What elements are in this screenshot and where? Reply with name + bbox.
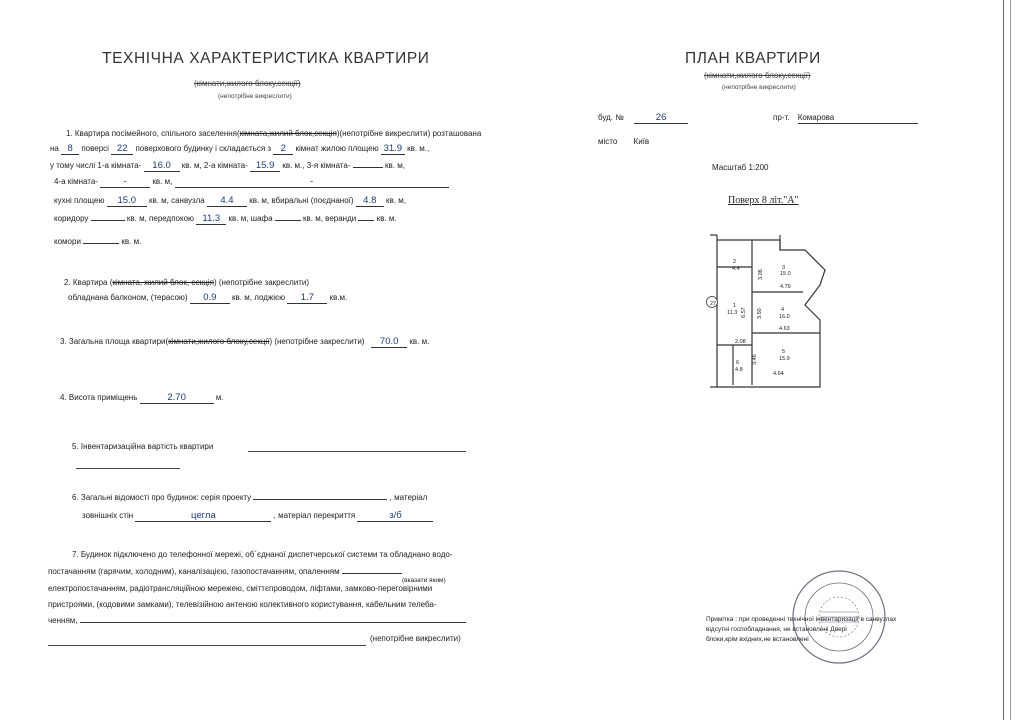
heating-blank: [342, 573, 402, 574]
p7-line2: [48, 567, 402, 577]
p2-l1-strike: кімната, жилий блок, секція: [112, 278, 214, 287]
right-subtitle: (кімнати,жилого блоку,секції): [704, 71, 811, 80]
note-line-2: відсутні госпобладнання, не встановлені Двері: [706, 626, 847, 633]
p1-line1: [66, 129, 481, 139]
p7-note: (вказати яким): [402, 577, 446, 584]
plan-dim-3: 6.57: [741, 307, 747, 318]
plan-dim-8: 4.64: [773, 371, 784, 377]
p1-line1-strike: кімната,жилий блок,секція: [239, 129, 337, 138]
plan-room4: 4: [781, 307, 785, 313]
street-label: пр-т.: [773, 113, 790, 122]
p1-l5-d: кв. м,: [386, 196, 406, 205]
p1-l4-dash: -: [309, 176, 314, 187]
p7-line4: пристроями, (кодовими замками), телевізійною антеною колективного користування, кабельним телеба-: [48, 600, 437, 609]
bud-row: [598, 113, 688, 124]
p3-b: ) (непотрібне закреслити): [269, 337, 365, 346]
note-line-3: блоки,крім вхідних,не встановлені: [706, 636, 809, 643]
p1-l5-b: кв. м, санвузла: [148, 196, 205, 205]
p1-l7-b: кв. м.: [121, 237, 142, 246]
p1-l2-d: кімнат жилою площею: [295, 144, 379, 153]
plan-room6-area: 4.8: [735, 367, 743, 373]
room3-blank: [353, 167, 383, 168]
p5-line: [72, 442, 213, 452]
p5-value-line: [248, 451, 466, 452]
storage-blank: [83, 243, 119, 244]
left-subtitle: (кімнати,жилого блоку,секції): [194, 79, 301, 88]
p2-l2-a: обладнана балконом, (терасою): [68, 293, 188, 302]
plan-dim-4: 3.50: [757, 308, 763, 319]
city-row: [598, 137, 649, 147]
note-line-1: Примітка : при проведенні технічної інвентаризації в санвузлах: [706, 616, 897, 623]
p1-l4-line: [175, 177, 449, 188]
p3-line: [60, 337, 429, 348]
p4-a: 4. Висота приміщень: [60, 393, 138, 402]
p1-l3-b: кв. м, 2-а кімната-: [181, 161, 248, 170]
p1-l2-c: поверхового будинку і складається з: [135, 144, 272, 153]
room2-value: 15.9: [250, 161, 280, 172]
plan-dim-1: 3.06: [758, 269, 764, 280]
p3-strike: кімнати,жилого блоку,секції: [168, 337, 270, 346]
p5-a: 5. Інвентаризаційна вартість квартири: [72, 442, 214, 451]
official-stamp: [790, 568, 888, 666]
living-area-value: 31.9: [381, 144, 405, 155]
floors-material-value: з/б: [357, 511, 433, 522]
right-edge-line-1: [1003, 0, 1004, 720]
p7-line5-blank: [80, 622, 466, 623]
street-value: Комарова: [798, 113, 918, 124]
plan-room1: 1: [733, 303, 737, 309]
p1-l2-b: поверсі: [81, 144, 109, 153]
p2-line1: [64, 278, 309, 288]
p1-l6-e: кв. м.: [376, 214, 397, 223]
right-edge-line-2: [1010, 0, 1011, 720]
plan-dim-7: 3.46: [752, 354, 758, 365]
p1-l6-b: кв. м, передпокою: [126, 214, 195, 223]
p1-line4: [54, 177, 449, 188]
p7-l5: ченням,: [48, 616, 78, 625]
p1-l2-e: кв. м.,: [407, 144, 430, 153]
p3-c: кв. м.: [409, 337, 430, 346]
series-blank: [253, 499, 387, 500]
p1-l2-a: на: [50, 144, 59, 153]
p7-extra-line: [48, 645, 366, 646]
wardrobe-blank: [275, 220, 301, 221]
p1-line5: [54, 196, 406, 207]
plan-room3: 3: [782, 265, 786, 271]
left-subtitle-note: (непотрібне викреслити): [218, 93, 292, 100]
bud-value: 26: [634, 113, 688, 124]
p7-line3: електропостачанням, радіотрансляційною мережею, сміттєпроводом, ліфтами, замково-переговірними: [48, 584, 433, 593]
floor-label: Поверх 8 літ."А": [728, 195, 799, 206]
p7-line1: 7. Будинок підключено до телефонної мережі, об`єднаної диспетчерської системи та обладнано водо-: [72, 550, 453, 559]
p1-l5-c: кв. м, вбиральні (поєднаної): [249, 196, 354, 205]
loggia-value: 1.7: [287, 293, 327, 304]
room1-value: 16.0: [144, 161, 180, 172]
p1-line1-a: 1. Квартира посімейного, спільного заселення(: [66, 129, 240, 138]
height-value: 2.70: [140, 393, 214, 404]
p1-line6: [54, 214, 397, 225]
left-title: ТЕХНІЧНА ХАРАКТЕРИСТИКА КВАРТИРИ: [102, 50, 430, 67]
p1-l6-c: кв. м, шафа: [228, 214, 273, 223]
p3-a: 3. Загальна площа квартири(: [60, 337, 169, 346]
p6-b: , матеріал: [389, 493, 428, 502]
plan-room4-area: 16.0: [779, 314, 790, 320]
floors-total-value: 22: [111, 144, 133, 155]
p1-l6-a: коридору: [54, 214, 89, 223]
plan-room3-area: 15.0: [780, 271, 791, 277]
wc-value: 4.8: [356, 196, 384, 207]
p1-l3-c: кв. м., 3-я кімната-: [282, 161, 351, 170]
bath-value: 4.4: [207, 196, 247, 207]
bud-label: буд. №: [598, 113, 624, 122]
p6-line2: [82, 511, 433, 522]
p7-line6: (непотрібне викреслити): [370, 634, 461, 643]
balcony-value: 0.9: [190, 293, 230, 304]
p4-b: м.: [215, 393, 224, 402]
plan-dim-5: 4.63: [779, 326, 790, 332]
p1-line3: [50, 161, 405, 172]
scale-label: Масштаб 1:200: [712, 163, 769, 172]
corridor-blank: [91, 220, 125, 221]
p7-line5: [48, 616, 466, 626]
walls-value: цегла: [135, 511, 271, 522]
p2-l2-c: кв.м.: [329, 293, 348, 302]
p1-l6-d: кв. м, веранди: [303, 214, 357, 223]
p4-line: [60, 393, 224, 404]
p2-l2-b: кв. м, лоджією: [232, 293, 286, 302]
plan-dim-6: 2.08: [735, 339, 746, 345]
p1-l4-b: кв. м,: [152, 177, 173, 186]
plan-room2: 2: [733, 259, 737, 265]
veranda-blank: [358, 220, 374, 221]
floor-plan: [700, 225, 840, 405]
street-row: [773, 113, 918, 124]
hall-value: 11.3: [196, 214, 226, 225]
plan-room5-area: 15.9: [779, 356, 790, 362]
p1-line1-b: )(непотрібне викреслити) розташована: [336, 129, 482, 138]
p2-l1-b: ) (непотрібне закреслити): [213, 278, 310, 287]
plan-room2-area: 4.4: [732, 266, 740, 272]
p1-l4-a: 4-а кімната-: [54, 177, 98, 186]
p1-l5-a: кухні площею: [54, 196, 105, 205]
plan-room1-area: 11.3: [727, 310, 738, 316]
p2-line2: [68, 293, 347, 304]
plan-axis-label: 27: [710, 301, 717, 307]
floor-value: 8: [61, 144, 79, 155]
p1-l3-a: у тому числі 1-а кімната-: [50, 161, 142, 170]
p2-l1-a: 2. Квартира (: [64, 278, 113, 287]
p1-line2: [50, 144, 429, 155]
plan-dim-2: 4.79: [780, 284, 791, 290]
total-area-value: 70.0: [371, 337, 407, 348]
p6-a: 6. Загальні відомості про будинок: серія проекту: [72, 493, 252, 502]
p1-l7-a: комори: [54, 237, 81, 246]
right-subtitle-note: (непотрібне викреслити): [722, 84, 796, 91]
right-title: ПЛАН КВАРТИРИ: [685, 50, 821, 67]
rooms-value: 2: [273, 144, 293, 155]
plan-room5: 5: [782, 349, 786, 355]
p5-value-line-2: [76, 468, 180, 469]
p6-line1: [72, 493, 427, 503]
plan-room6: 6: [736, 360, 740, 366]
room4-value: -: [100, 177, 150, 188]
city-value: Київ: [633, 137, 650, 146]
p6-d: , матеріал перекриття: [273, 511, 356, 520]
p7-l2: постачанням (гарячим, холодним), каналізацією, газопостачанням, опаленням: [48, 567, 340, 576]
p1-line7: [54, 237, 141, 247]
city-label: місто: [598, 137, 618, 146]
p1-l3-d: кв. м,: [385, 161, 405, 170]
kitchen-value: 15.0: [107, 196, 147, 207]
p6-c: зовнішніх стін: [82, 511, 134, 520]
